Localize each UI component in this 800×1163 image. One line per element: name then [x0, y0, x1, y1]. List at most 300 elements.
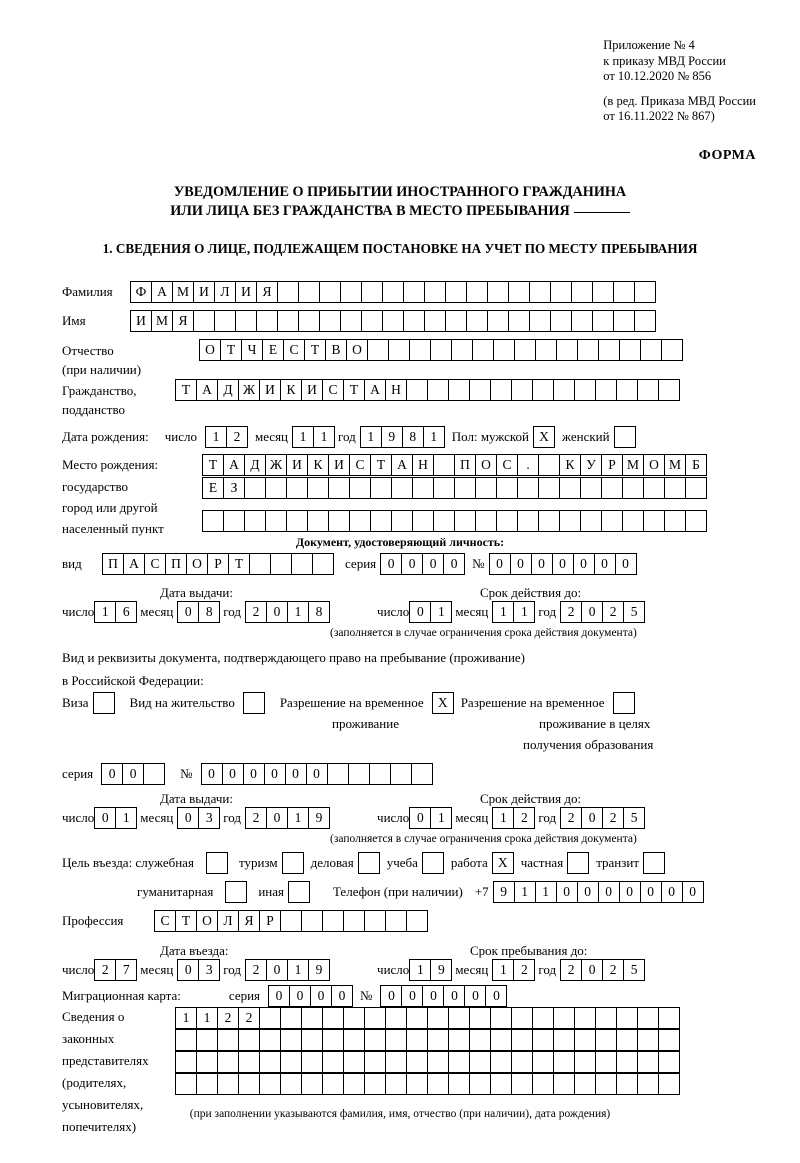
cell[interactable]: 9: [430, 959, 452, 981]
cell[interactable]: 1: [360, 426, 382, 448]
cell[interactable]: [343, 910, 365, 932]
birth-month-input[interactable]: [292, 426, 334, 448]
cell[interactable]: 0: [661, 881, 683, 903]
cell[interactable]: [640, 339, 662, 361]
cell[interactable]: С: [496, 454, 518, 476]
cell[interactable]: [637, 1051, 659, 1073]
cell[interactable]: [490, 1029, 512, 1051]
cell[interactable]: [574, 1051, 596, 1073]
cell[interactable]: [433, 454, 455, 476]
cell[interactable]: [430, 339, 452, 361]
cell[interactable]: У: [580, 454, 602, 476]
cell[interactable]: Т: [175, 379, 197, 401]
cell[interactable]: Р: [601, 454, 623, 476]
cell[interactable]: [637, 1073, 659, 1095]
cell[interactable]: 1: [492, 601, 514, 623]
cell[interactable]: 3: [198, 807, 220, 829]
cell[interactable]: [370, 510, 392, 532]
cell[interactable]: О: [475, 454, 497, 476]
cell[interactable]: [553, 379, 575, 401]
cell[interactable]: [280, 1007, 302, 1029]
cell[interactable]: [598, 339, 620, 361]
cell[interactable]: [658, 1073, 680, 1095]
cell[interactable]: [322, 1007, 344, 1029]
cell[interactable]: [390, 763, 412, 785]
cell[interactable]: [361, 310, 383, 332]
cell[interactable]: [143, 763, 165, 785]
permit-valid-year-input[interactable]: [560, 807, 644, 829]
cell[interactable]: [370, 477, 392, 499]
cell[interactable]: 5: [623, 601, 645, 623]
cell[interactable]: И: [259, 379, 281, 401]
citizenship-input[interactable]: [175, 379, 679, 401]
cell[interactable]: 0: [177, 807, 199, 829]
cell[interactable]: 1: [513, 601, 535, 623]
cell[interactable]: 2: [602, 959, 624, 981]
cell[interactable]: [454, 510, 476, 532]
cell[interactable]: [574, 1029, 596, 1051]
cell[interactable]: [301, 1007, 323, 1029]
purpose-humanitarian-checkbox[interactable]: [225, 881, 247, 903]
cell[interactable]: [217, 1029, 239, 1051]
cell[interactable]: П: [165, 553, 187, 575]
cell[interactable]: [445, 310, 467, 332]
cell[interactable]: [259, 1007, 281, 1029]
cell[interactable]: [322, 910, 344, 932]
cell[interactable]: 2: [513, 807, 535, 829]
cell[interactable]: 1: [492, 959, 514, 981]
cell[interactable]: [406, 1051, 428, 1073]
cell[interactable]: С: [144, 553, 166, 575]
cell[interactable]: [382, 310, 404, 332]
residence-permit-checkbox[interactable]: [243, 692, 265, 714]
issue-day-input[interactable]: [94, 601, 136, 623]
purpose-service-checkbox[interactable]: [206, 852, 228, 874]
permit-number-input[interactable]: [201, 763, 432, 785]
cell[interactable]: [454, 477, 476, 499]
cell[interactable]: Т: [304, 339, 326, 361]
cell[interactable]: [508, 310, 530, 332]
legal-rep-input-4[interactable]: [175, 1073, 679, 1095]
sex-female-checkbox[interactable]: [614, 426, 636, 448]
cell[interactable]: [244, 477, 266, 499]
cell[interactable]: И: [235, 281, 257, 303]
cell[interactable]: [270, 553, 292, 575]
cell[interactable]: К: [559, 454, 581, 476]
cell[interactable]: [556, 339, 578, 361]
cell[interactable]: 0: [581, 601, 603, 623]
cell[interactable]: [301, 1073, 323, 1095]
cell[interactable]: 0: [94, 807, 116, 829]
cell[interactable]: [685, 477, 707, 499]
birthplace-input-3[interactable]: [202, 510, 706, 532]
cell[interactable]: [514, 339, 536, 361]
purpose-transit-checkbox[interactable]: [643, 852, 665, 874]
cell[interactable]: [307, 477, 329, 499]
cell[interactable]: 0: [619, 881, 641, 903]
id-series-input[interactable]: [380, 553, 464, 575]
cell[interactable]: 0: [510, 553, 532, 575]
cell[interactable]: [616, 1051, 638, 1073]
stay-year-input[interactable]: [560, 959, 644, 981]
cell[interactable]: [244, 510, 266, 532]
cell[interactable]: [364, 1073, 386, 1095]
cell[interactable]: М: [664, 454, 686, 476]
cell[interactable]: [403, 310, 425, 332]
cell[interactable]: В: [325, 339, 347, 361]
cell[interactable]: [385, 1051, 407, 1073]
cell[interactable]: [238, 1073, 260, 1095]
cell[interactable]: С: [283, 339, 305, 361]
cell[interactable]: [448, 379, 470, 401]
cell[interactable]: 1: [423, 426, 445, 448]
cell[interactable]: [538, 477, 560, 499]
cell[interactable]: А: [196, 379, 218, 401]
cell[interactable]: 1: [205, 426, 227, 448]
cell[interactable]: Л: [217, 910, 239, 932]
cell[interactable]: 0: [422, 553, 444, 575]
cell[interactable]: [574, 1007, 596, 1029]
cell[interactable]: [613, 281, 635, 303]
cell[interactable]: 9: [308, 807, 330, 829]
cell[interactable]: О: [196, 910, 218, 932]
issue-month-input[interactable]: [177, 601, 219, 623]
cell[interactable]: [196, 1073, 218, 1095]
cell[interactable]: 1: [196, 1007, 218, 1029]
cell[interactable]: [322, 1051, 344, 1073]
cell[interactable]: [613, 310, 635, 332]
cell[interactable]: [238, 1051, 260, 1073]
cell[interactable]: Л: [214, 281, 236, 303]
purpose-other-checkbox[interactable]: [288, 881, 310, 903]
cell[interactable]: Ч: [241, 339, 263, 361]
cell[interactable]: [406, 1007, 428, 1029]
cell[interactable]: [286, 477, 308, 499]
cell[interactable]: [685, 510, 707, 532]
cell[interactable]: О: [346, 339, 368, 361]
purpose-business-checkbox[interactable]: [358, 852, 380, 874]
cell[interactable]: [259, 1029, 281, 1051]
cell[interactable]: Р: [207, 553, 229, 575]
cell[interactable]: 0: [556, 881, 578, 903]
cell[interactable]: 0: [401, 553, 423, 575]
cell[interactable]: [664, 477, 686, 499]
cell[interactable]: 0: [401, 985, 423, 1007]
surname-input[interactable]: [130, 281, 655, 303]
cell[interactable]: М: [172, 281, 194, 303]
cell[interactable]: [658, 1029, 680, 1051]
cell[interactable]: 0: [581, 807, 603, 829]
cell[interactable]: 0: [264, 763, 286, 785]
cell[interactable]: [406, 910, 428, 932]
permit-valid-day-input[interactable]: [409, 807, 451, 829]
cell[interactable]: [256, 310, 278, 332]
phone-input[interactable]: [493, 881, 703, 903]
cell[interactable]: [406, 379, 428, 401]
cell[interactable]: [643, 477, 665, 499]
permit-series-input[interactable]: [101, 763, 164, 785]
cell[interactable]: 0: [464, 985, 486, 1007]
cell[interactable]: 0: [640, 881, 662, 903]
cell[interactable]: 8: [198, 601, 220, 623]
cell[interactable]: [532, 1051, 554, 1073]
cell[interactable]: Я: [256, 281, 278, 303]
cell[interactable]: И: [286, 454, 308, 476]
cell[interactable]: 0: [615, 553, 637, 575]
cell[interactable]: [301, 910, 323, 932]
cell[interactable]: 0: [485, 985, 507, 1007]
cell[interactable]: Ф: [130, 281, 152, 303]
cell[interactable]: 1: [430, 601, 452, 623]
cell[interactable]: [532, 1029, 554, 1051]
cell[interactable]: [451, 339, 473, 361]
cell[interactable]: 1: [313, 426, 335, 448]
cell[interactable]: 2: [602, 807, 624, 829]
cell[interactable]: [595, 1007, 617, 1029]
legal-rep-input-2[interactable]: [175, 1029, 679, 1051]
cell[interactable]: [448, 1029, 470, 1051]
cell[interactable]: [574, 379, 596, 401]
cell[interactable]: [280, 1051, 302, 1073]
cell[interactable]: 0: [531, 553, 553, 575]
cell[interactable]: А: [123, 553, 145, 575]
cell[interactable]: [580, 510, 602, 532]
cell[interactable]: И: [130, 310, 152, 332]
cell[interactable]: 0: [177, 601, 199, 623]
cell[interactable]: [427, 379, 449, 401]
cell[interactable]: [259, 1051, 281, 1073]
cell[interactable]: [622, 477, 644, 499]
cell[interactable]: [427, 1029, 449, 1051]
cell[interactable]: [175, 1073, 197, 1095]
cell[interactable]: 0: [222, 763, 244, 785]
cell[interactable]: 2: [217, 1007, 239, 1029]
cell[interactable]: Д: [217, 379, 239, 401]
cell[interactable]: [571, 281, 593, 303]
cell[interactable]: Т: [175, 910, 197, 932]
cell[interactable]: [616, 379, 638, 401]
cell[interactable]: [319, 281, 341, 303]
cell[interactable]: 0: [573, 553, 595, 575]
cell[interactable]: 0: [177, 959, 199, 981]
valid-day-input[interactable]: [409, 601, 451, 623]
cell[interactable]: [466, 281, 488, 303]
cell[interactable]: 2: [560, 959, 582, 981]
cell[interactable]: 0: [306, 763, 328, 785]
cell[interactable]: Т: [343, 379, 365, 401]
cell[interactable]: [427, 1007, 449, 1029]
cell[interactable]: [406, 1029, 428, 1051]
cell[interactable]: [664, 510, 686, 532]
cell[interactable]: [511, 1007, 533, 1029]
cell[interactable]: 2: [560, 601, 582, 623]
cell[interactable]: 1: [94, 601, 116, 623]
cell[interactable]: [280, 1029, 302, 1051]
cell[interactable]: [511, 1051, 533, 1073]
cell[interactable]: [592, 281, 614, 303]
birth-day-input[interactable]: [205, 426, 247, 448]
cell[interactable]: [364, 1007, 386, 1029]
cell[interactable]: [217, 1073, 239, 1095]
cell[interactable]: [328, 510, 350, 532]
cell[interactable]: [634, 281, 656, 303]
cell[interactable]: [364, 1029, 386, 1051]
cell[interactable]: [553, 1029, 575, 1051]
cell[interactable]: [517, 510, 539, 532]
cell[interactable]: 0: [268, 985, 290, 1007]
cell[interactable]: 1: [514, 881, 536, 903]
cell[interactable]: [634, 310, 656, 332]
cell[interactable]: 2: [245, 959, 267, 981]
cell[interactable]: 2: [226, 426, 248, 448]
cell[interactable]: [280, 910, 302, 932]
cell[interactable]: Н: [385, 379, 407, 401]
cell[interactable]: 2: [513, 959, 535, 981]
cell[interactable]: [340, 281, 362, 303]
cell[interactable]: 0: [682, 881, 704, 903]
cell[interactable]: 0: [581, 959, 603, 981]
cell[interactable]: 0: [409, 807, 431, 829]
cell[interactable]: 2: [245, 807, 267, 829]
mc-number-input[interactable]: [380, 985, 506, 1007]
cell[interactable]: [249, 553, 271, 575]
permit-issue-month-input[interactable]: [177, 807, 219, 829]
cell[interactable]: Ж: [265, 454, 287, 476]
cell[interactable]: [472, 339, 494, 361]
cell[interactable]: 0: [266, 959, 288, 981]
cell[interactable]: [385, 910, 407, 932]
cell[interactable]: [490, 379, 512, 401]
cell[interactable]: К: [280, 379, 302, 401]
cell[interactable]: [661, 339, 683, 361]
cell[interactable]: С: [322, 379, 344, 401]
cell[interactable]: [448, 1073, 470, 1095]
cell[interactable]: [424, 310, 446, 332]
cell[interactable]: [469, 1007, 491, 1029]
cell[interactable]: Т: [228, 553, 250, 575]
cell[interactable]: 1: [287, 807, 309, 829]
cell[interactable]: 1: [430, 807, 452, 829]
cell[interactable]: [529, 281, 551, 303]
cell[interactable]: Е: [262, 339, 284, 361]
cell[interactable]: [385, 1029, 407, 1051]
cell[interactable]: 0: [331, 985, 353, 1007]
id-kind-input[interactable]: [102, 553, 333, 575]
cell[interactable]: [658, 379, 680, 401]
cell[interactable]: Т: [220, 339, 242, 361]
cell[interactable]: 8: [402, 426, 424, 448]
cell[interactable]: О: [186, 553, 208, 575]
cell[interactable]: 0: [266, 807, 288, 829]
cell[interactable]: 5: [623, 807, 645, 829]
cell[interactable]: П: [102, 553, 124, 575]
cell[interactable]: 9: [308, 959, 330, 981]
permit-issue-year-input[interactable]: [245, 807, 329, 829]
cell[interactable]: [235, 310, 257, 332]
cell[interactable]: 0: [577, 881, 599, 903]
cell[interactable]: Е: [202, 477, 224, 499]
cell[interactable]: Р: [259, 910, 281, 932]
cell[interactable]: [424, 281, 446, 303]
cell[interactable]: [637, 1007, 659, 1029]
cell[interactable]: [343, 1029, 365, 1051]
cell[interactable]: А: [391, 454, 413, 476]
cell[interactable]: [637, 379, 659, 401]
permit-valid-month-input[interactable]: [492, 807, 534, 829]
cell[interactable]: 5: [623, 959, 645, 981]
cell[interactable]: [340, 310, 362, 332]
cell[interactable]: [445, 281, 467, 303]
cell[interactable]: [349, 510, 371, 532]
cell[interactable]: 1: [292, 426, 314, 448]
cell[interactable]: [529, 310, 551, 332]
temp-residence-checkbox[interactable]: X: [432, 692, 454, 714]
cell[interactable]: [493, 339, 515, 361]
cell[interactable]: Т: [202, 454, 224, 476]
cell[interactable]: [385, 1073, 407, 1095]
cell[interactable]: [369, 763, 391, 785]
cell[interactable]: [448, 1007, 470, 1029]
cell[interactable]: 2: [245, 601, 267, 623]
cell[interactable]: [265, 477, 287, 499]
cell[interactable]: [364, 1051, 386, 1073]
name-input[interactable]: [130, 310, 655, 332]
cell[interactable]: [517, 477, 539, 499]
cell[interactable]: [175, 1051, 197, 1073]
stay-day-input[interactable]: [409, 959, 451, 981]
cell[interactable]: [622, 510, 644, 532]
cell[interactable]: [511, 379, 533, 401]
cell[interactable]: 0: [122, 763, 144, 785]
cell[interactable]: [301, 1051, 323, 1073]
cell[interactable]: 7: [115, 959, 137, 981]
cell[interactable]: [277, 281, 299, 303]
cell[interactable]: [490, 1073, 512, 1095]
cell[interactable]: И: [301, 379, 323, 401]
cell[interactable]: [538, 454, 560, 476]
cell[interactable]: Ж: [238, 379, 260, 401]
cell[interactable]: [532, 379, 554, 401]
cell[interactable]: [196, 1029, 218, 1051]
cell[interactable]: 0: [489, 553, 511, 575]
cell[interactable]: 0: [594, 553, 616, 575]
valid-year-input[interactable]: [560, 601, 644, 623]
cell[interactable]: Я: [172, 310, 194, 332]
cell[interactable]: 0: [380, 985, 402, 1007]
cell[interactable]: [312, 553, 334, 575]
entry-day-input[interactable]: [94, 959, 136, 981]
purpose-study-checkbox[interactable]: [422, 852, 444, 874]
cell[interactable]: [616, 1073, 638, 1095]
cell[interactable]: [601, 510, 623, 532]
cell[interactable]: 2: [94, 959, 116, 981]
cell[interactable]: [538, 510, 560, 532]
cell[interactable]: Н: [412, 454, 434, 476]
visa-checkbox[interactable]: [93, 692, 115, 714]
cell[interactable]: [496, 477, 518, 499]
cell[interactable]: [616, 1029, 638, 1051]
cell[interactable]: [238, 1029, 260, 1051]
cell[interactable]: [490, 1007, 512, 1029]
cell[interactable]: 0: [409, 601, 431, 623]
cell[interactable]: [637, 1029, 659, 1051]
cell[interactable]: [301, 1029, 323, 1051]
cell[interactable]: [496, 510, 518, 532]
cell[interactable]: М: [622, 454, 644, 476]
cell[interactable]: [580, 477, 602, 499]
cell[interactable]: 0: [380, 553, 402, 575]
cell[interactable]: [411, 763, 433, 785]
